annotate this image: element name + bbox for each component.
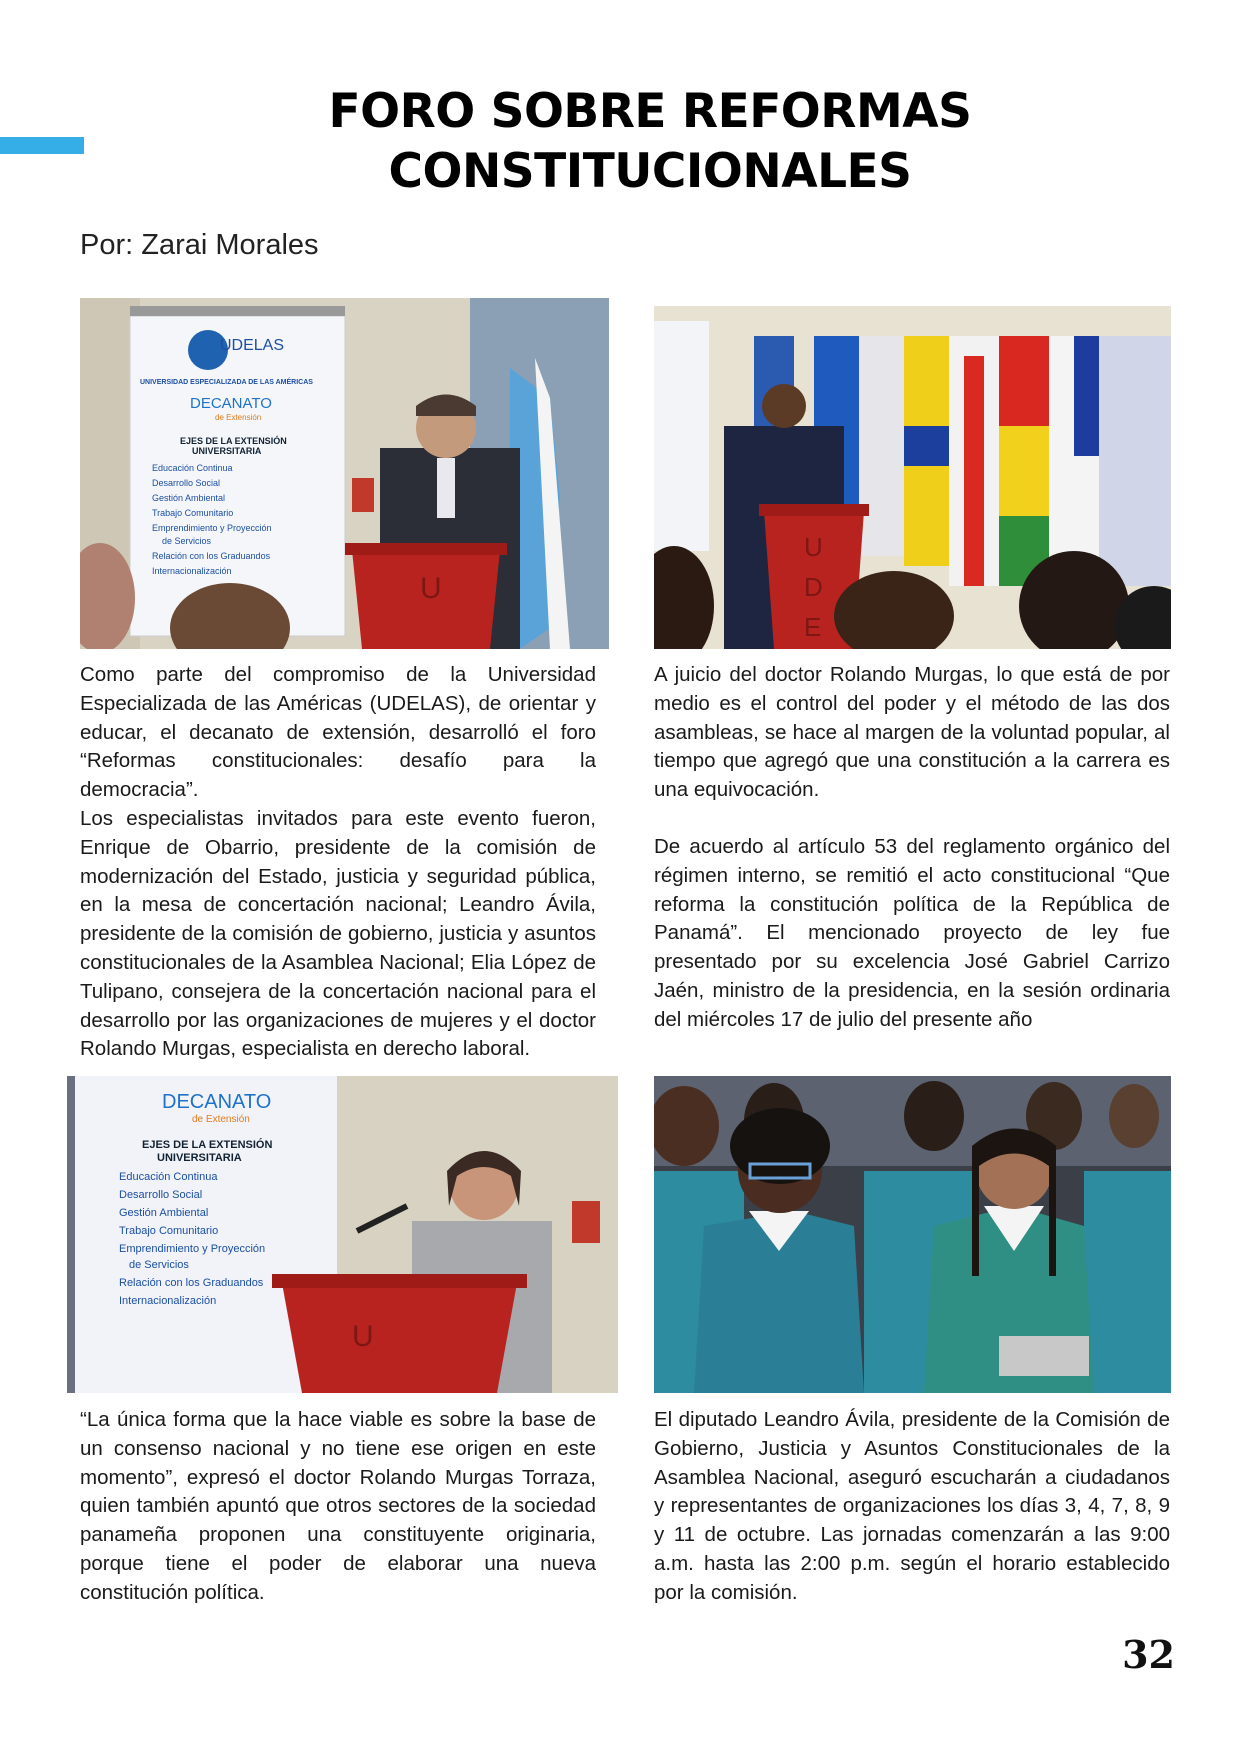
paragraph-intro: Como parte del compromiso de la Universidad Especializada de las Américas (UDELAS), de orientar y educar, el decanato de extensión, desarrolló el foro “Reformas constitucionales: desafío para la democracia”. (80, 663, 596, 802)
banner-item: Desarrollo Social (152, 478, 221, 488)
banner-item: Trabajo Comunitario (152, 508, 234, 518)
banner-item: Gestión Ambiental (152, 493, 226, 503)
title-line-2: CONSTITUCIONALES (388, 144, 912, 199)
banner-item: Educación Continua (152, 463, 233, 473)
banner-item: Relación con los Graduandos (152, 551, 271, 561)
banner-item: Internacionalización (119, 1295, 217, 1307)
banner-decanato-sub: de Extensión (192, 1114, 250, 1125)
banner-item: Emprendimiento y Proyección (119, 1243, 266, 1255)
banner-ejes-title2: UNIVERSITARIA (192, 446, 262, 456)
banner-decanato: DECANATO (162, 1091, 272, 1113)
udelas-logo-text: UDELAS (220, 337, 285, 354)
page-title (200, 82, 1100, 202)
paragraph-murgas-quote: “La única forma que la hace viable es sobre la base de un consenso nacional y no tiene ese origen en este momento”, expresó el doctor Rolando Murgas Torraza, quien también apuntó que otros sectores de la sociedad panameña proponen una constituyente originaria, porque tiene el poder de elaborar una nueva constitución política. (80, 1408, 596, 1604)
banner-item: Internacionalización (152, 566, 232, 576)
banner-university: UNIVERSIDAD ESPECIALIZADA DE LAS AMÉRICAS (140, 379, 313, 386)
paragraph-article-53: De acuerdo al artículo 53 del reglamento orgánico del régimen interno, se remitió el acto constitucional “Que reforma la constitución política de la República de Panamá”. El mencionado proyecto de ley fue presentado por su excelencia José Gabriel Carrizo Jaén, ministro de la presidencia, en la sesión ordinaria del miércoles 17 de julio del presente año (654, 835, 1170, 1031)
photo-students-audience (654, 1076, 1171, 1393)
banner-ejes-title: EJES DE LA EXTENSIÓN (142, 1139, 273, 1151)
photo-speaker-flags (654, 306, 1171, 649)
banner-item: Educación Continua (119, 1171, 218, 1183)
banner-item: de Servicios (129, 1259, 189, 1271)
paragraph-murgas-opinion: A juicio del doctor Rolando Murgas, lo que está de por medio es el control del poder y el método de las dos asambleas, se hace al margen de la voluntad popular, al tiempo que agregó que una constitución a la carrera es una equivocación. (654, 663, 1170, 802)
lectern-letter: U (420, 572, 442, 605)
banner-item: Relación con los Graduandos (119, 1277, 264, 1289)
page-number: 32 (1122, 1632, 1175, 1677)
banner-item: Gestión Ambiental (119, 1207, 209, 1219)
banner-decanato-sub: de Extensión (215, 413, 262, 422)
photo-woman-speaker (67, 1076, 618, 1393)
banner-item: Emprendimiento y Proyección (152, 523, 272, 533)
lectern-letter: U (804, 532, 823, 562)
paragraph-speakers: Los especialistas invitados para este evento fueron, Enrique de Obarrio, presidente de la comisión de modernización del Estado, justicia y seguridad pública, en la mesa de concertación nacional; Leandro Ávila, presidente de la comisión de gobierno, justicia y asuntos constitucionales de la Asamblea Nacional; Elia López de Tulipano, consejera de la concertación nacional para el desarrollo por las organizaciones de mujeres y el doctor Rolando Murgas, especialista en derecho laboral. (80, 807, 596, 1061)
accent-bar (0, 137, 84, 154)
banner-ejes-title: EJES DE LA EXTENSIÓN (180, 436, 287, 446)
banner-item: Trabajo Comunitario (119, 1225, 219, 1237)
banner-item: Desarrollo Social (119, 1189, 203, 1201)
paragraph-avila-hearings: El diputado Leandro Ávila, presidente de la Comisión de Gobierno, Justicia y Asuntos Constitucionales de la Asamblea Nacional, aseguró escucharán a ciudadanos y representantes de organizaciones los días 3, 4, 7, 8, 9 y 11 de octubre. Las jornadas comenzarán a las 9:00 a.m. hasta las 2:00 p.m. según el horario establecido por la comisión. (654, 1408, 1170, 1604)
banner-ejes-title2: UNIVERSITARIA (157, 1152, 242, 1164)
lectern-letter: U (352, 1320, 374, 1353)
lectern-letter: E (804, 612, 822, 642)
banner-item: de Servicios (162, 536, 212, 546)
banner-decanato: DECANATO (190, 395, 272, 412)
lectern-letter: D (804, 572, 823, 602)
byline: Por: Zarai Morales (80, 229, 319, 261)
title-line-1: FORO SOBRE REFORMAS (328, 84, 972, 139)
photo-speaker-banner (80, 298, 609, 649)
